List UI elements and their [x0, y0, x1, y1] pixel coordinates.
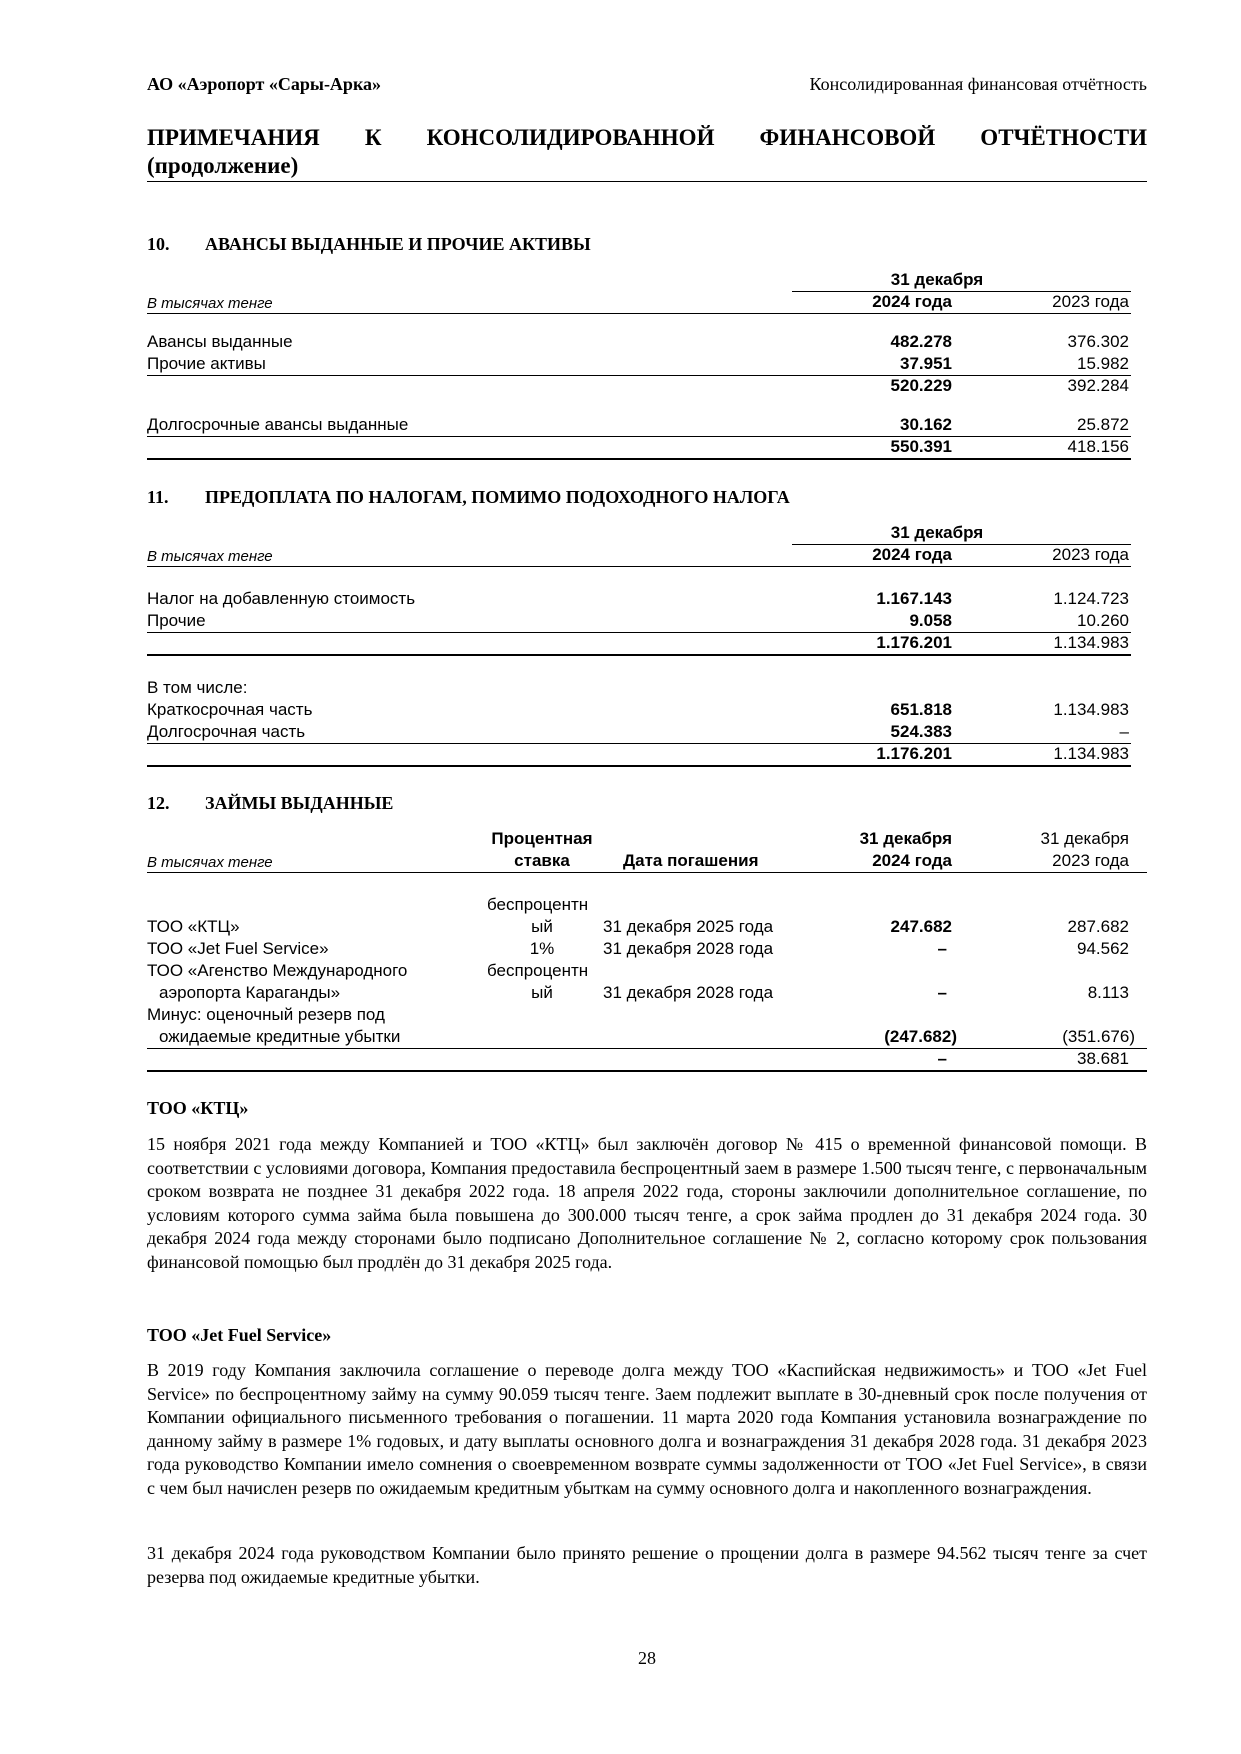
col-2023: 2023 года	[1052, 292, 1129, 311]
col-rate: Процентная	[491, 829, 593, 848]
section-number: 10.	[147, 234, 170, 254]
row-label: ТОО «Jet Fuel Service»	[147, 939, 329, 958]
row-label: Налог на добавленную стоимость	[147, 589, 416, 608]
row-label: Прочие активы	[147, 354, 266, 373]
value-2024: –	[937, 1049, 947, 1068]
row-label: Долгосрочные авансы выданные	[147, 415, 409, 434]
col-rate: ставка	[514, 851, 570, 870]
section-number: 11.	[147, 487, 169, 507]
section-title: ЗАЙМЫ ВЫДАННЫЕ	[205, 793, 394, 813]
section-title: ПРЕДОПЛАТА ПО НАЛОГАМ, ПОМИМО ПОДОХОДНОГО НАЛОГА	[205, 487, 790, 507]
table-row-subtotal	[147, 375, 1147, 397]
value-2023: 25.872	[1077, 415, 1129, 434]
table-header-row	[147, 544, 1147, 566]
jfs-heading: ТОО «Jet Fuel Service»	[147, 1325, 332, 1345]
value-2023: 1.134.983	[1053, 744, 1129, 763]
value-2024: 651.818	[890, 700, 952, 719]
col-2023: 2023 года	[1052, 851, 1129, 870]
table-row	[147, 588, 1147, 610]
report-name: Консолидированная финансовая отчётность	[809, 74, 1147, 94]
row-label: ТОО «КТЦ»	[147, 917, 240, 936]
value-2024: 247.682	[890, 917, 952, 936]
row-label: Долгосрочная часть	[147, 722, 306, 741]
total-line	[147, 765, 1131, 767]
value-2024: 550.391	[890, 437, 952, 456]
table-row	[147, 677, 1147, 699]
value-2024: (247.682)	[884, 1027, 957, 1046]
table-row	[147, 699, 1147, 721]
row-label: Минус: оценочный резерв под	[147, 1005, 385, 1024]
total-line	[147, 458, 1131, 460]
value-2024: 30.162	[900, 415, 952, 434]
section-12-heading	[147, 793, 393, 814]
table-row	[147, 960, 1147, 982]
table-row-total	[147, 743, 1147, 765]
document-page	[147, 0, 1147, 1754]
value-2023: 8.113	[1087, 983, 1129, 1002]
table-row-total	[147, 1048, 1147, 1070]
section-title: АВАНСЫ ВЫДАННЫЕ И ПРОЧИЕ АКТИВЫ	[205, 234, 591, 254]
company-name: АО «Аэропорт «Сары-Арка»	[147, 74, 382, 94]
value-2023: –	[1119, 722, 1129, 741]
row-label: ТОО «Агенство Международного	[147, 961, 408, 980]
divider	[147, 566, 1131, 567]
value-2024: 9.058	[909, 611, 952, 630]
table-row	[147, 414, 1147, 436]
rate-value: беспроцентн	[487, 961, 589, 980]
table-row	[147, 982, 1147, 1004]
rate-value: ый	[531, 917, 553, 936]
table-row	[147, 1026, 1147, 1048]
unit-label: В тысячах тенге	[147, 548, 273, 565]
value-2023: 15.982	[1077, 354, 1129, 373]
row-label: Краткосрочная часть	[147, 700, 313, 719]
value-2024: 524.383	[890, 722, 952, 741]
value-2023: 418.156	[1067, 437, 1129, 456]
value-2024: 482.278	[890, 332, 952, 351]
row-label: В том числе:	[147, 678, 248, 697]
value-2023: 10.260	[1077, 611, 1129, 630]
ktc-heading: ТОО «КТЦ»	[147, 1098, 249, 1118]
value-2023: 392.284	[1067, 376, 1129, 395]
value-2024: 1.176.201	[876, 744, 952, 763]
date-header: 31 декабря	[890, 523, 984, 542]
table-row	[147, 938, 1147, 960]
value-2023: 94.562	[1077, 939, 1129, 958]
col-2024: 2024 года	[872, 292, 952, 311]
value-2023: 38.681	[1077, 1049, 1129, 1068]
table-header-row	[147, 291, 1147, 313]
value-2023: 1.134.983	[1053, 633, 1129, 652]
col-2023: 2023 года	[1052, 545, 1129, 564]
unit-label: В тысячах тенге	[147, 295, 273, 312]
table-header-row	[147, 828, 1147, 850]
row-label: аэропорта Караганды»	[159, 983, 341, 1002]
maturity-date: 31 декабря 2028 года	[603, 939, 774, 958]
col-2024: 2024 года	[872, 545, 952, 564]
col-2023: 31 декабря	[1040, 829, 1129, 848]
table-row	[147, 916, 1147, 938]
divider	[147, 872, 1147, 873]
table-row-total	[147, 436, 1147, 458]
date-header: 31 декабря	[890, 270, 984, 289]
row-label: Авансы выданные	[147, 332, 293, 351]
table-row	[147, 721, 1147, 743]
value-2023: 1.134.983	[1053, 700, 1129, 719]
col-2024: 31 декабря	[859, 829, 952, 848]
rate-value: ый	[531, 983, 553, 1002]
value-2024: 1.167.143	[876, 589, 952, 608]
total-line	[147, 1070, 1147, 1072]
value-2024: 37.951	[900, 354, 952, 373]
row-label: Прочие	[147, 611, 206, 630]
table-date-header	[147, 522, 1147, 544]
table-row-total	[147, 632, 1147, 654]
ktc-paragraph: 15 ноября 2021 года между Компанией и ТОО «КТЦ» был заключён договор № 415 о временной финансовой помощи. В соответствии с условиями договора, Компания предоставила беспроцентный заем в размере 1.500 тысяч тенге, с первоначальным сроком возврата не позднее 31 декабря 2022 года. 18 апреля 2022 года, стороны заключили дополнительное соглашение, по условиям которого сумма займа была повышена до 300.000 тысяч тенге, а срок займа продлен до 31 декабря 2024 года. 30 декабря 2024 года между сторонами было подписано Дополнительное соглашение № 2, согласно которому срок пользования финансовой помощью был продлён до 31 декабря 2025 года.	[147, 1134, 1147, 1272]
page-number: 28	[638, 1648, 656, 1668]
value-2023: 1.124.723	[1053, 589, 1129, 608]
section-number: 12.	[147, 793, 170, 813]
section-10-heading	[147, 234, 591, 255]
jfs-paragraph-2: 31 декабря 2024 года руководством Компании было принято решение о прощении долга в размере 94.562 тысяч тенге за счет резерва под ожидаемые кредитные убытки.	[147, 1543, 1147, 1587]
value-2023: 287.682	[1067, 917, 1129, 936]
table-row	[147, 331, 1147, 353]
maturity-date: 31 декабря 2025 года	[603, 917, 774, 936]
row-label: ожидаемые кредитные убытки	[159, 1027, 401, 1046]
divider	[147, 313, 1131, 314]
title-divider	[147, 181, 1147, 182]
value-2024: –	[937, 983, 947, 1002]
value-2024: 520.229	[890, 376, 952, 395]
value-2023: 376.302	[1067, 332, 1129, 351]
rate-value: беспроцентн	[487, 895, 589, 914]
value-2024: –	[937, 939, 947, 958]
table-header-row	[147, 850, 1147, 872]
value-2024: 1.176.201	[876, 633, 952, 652]
table-date-header	[147, 269, 1147, 291]
rate-value: 1%	[529, 939, 555, 958]
total-line	[147, 654, 1131, 656]
table-row	[147, 894, 1147, 916]
col-2024: 2024 года	[872, 851, 952, 870]
section-11-heading	[147, 487, 790, 508]
table-row	[147, 1004, 1147, 1026]
page-subtitle: (продолжение)	[147, 153, 299, 178]
value-2023: (351.676)	[1062, 1027, 1135, 1046]
page-title: ПРИМЕЧАНИЯ К КОНСОЛИДИРОВАННОЙ ФИНАНСОВОЙ ОТЧЁТНОСТИ	[147, 125, 1147, 150]
unit-label: В тысячах тенге	[147, 854, 273, 871]
maturity-date: 31 декабря 2028 года	[603, 983, 774, 1002]
jfs-paragraph-1: В 2019 году Компания заключила соглашение о переводе долга между ТОО «Каспийская недвижимость» и ТОО «Jet Fuel Service» по беспроцентному займу на сумму 90.059 тысяч тенге. Заем подлежит выплате в 30-дневный срок после получения от Компании официального письменного требования о погашении. 11 марта 2020 года Компания установила вознаграждение по данному займу в размере 1% годовых, и дату выплаты основного долга и вознаграждения 31 декабря 2028 года. 31 декабря 2023 года руководство Компании имело сомнения о своевременном возврате суммы задолженности от ТОО «Jet Fuel Service», в связи с чем был начислен резерв по ожидаемым кредитным убыткам на сумму основного долга и накопленного вознаграждения.	[147, 1360, 1147, 1498]
table-row	[147, 353, 1147, 375]
table-row	[147, 610, 1147, 632]
col-date: Дата погашения	[623, 851, 759, 870]
